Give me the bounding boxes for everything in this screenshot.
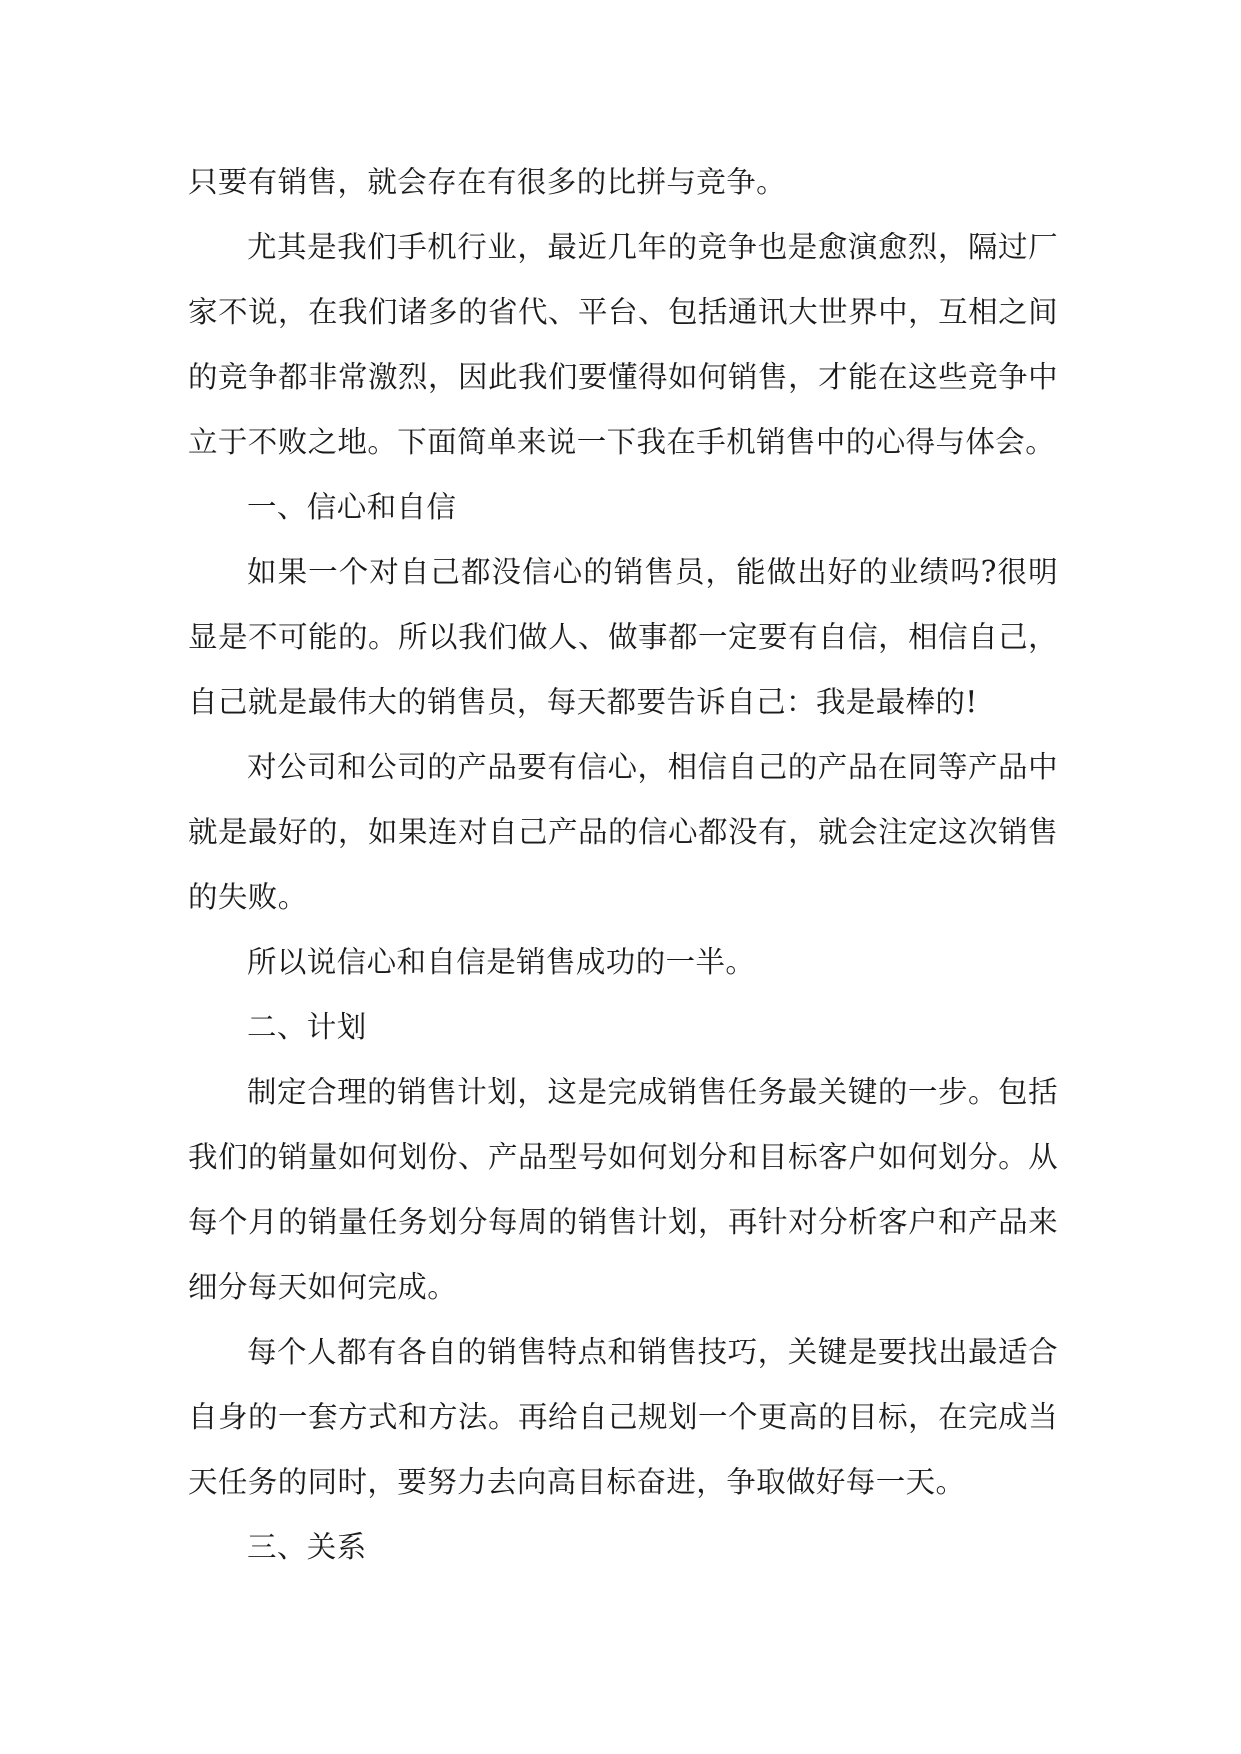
document-body bbox=[188, 150, 1058, 1580]
paragraph-self-confidence: 如果一个对自己都没信心的销售员，能做出好的业绩吗?很明显是不可能的。所以我们做人、做事都一定要有自信，相信自己，自己就是最伟大的销售员，每天都要告诉自己：我是最棒的! bbox=[188, 555, 1058, 719]
paragraph-sales-plan: 制定合理的销售计划，这是完成销售任务最关键的一步。包括我们的销量如何划份、产品型号如何划分和目标客户如何划分。从每个月的销量任务划分每周的销售计划，再针对分析客户和产品来细分每天如何完成。 bbox=[188, 1075, 1058, 1304]
paragraph-sales-skills: 每个人都有各自的销售特点和销售技巧，关键是要找出最适合自身的一套方式和方法。再给自己规划一个更高的目标，在完成当天任务的同时，要努力去向高目标奋进，争取做好每一天。 bbox=[188, 1335, 1058, 1499]
section-heading-relationship: 三、关系 bbox=[247, 1530, 367, 1564]
section-heading-plan: 二、计划 bbox=[247, 1010, 367, 1044]
paragraph-intro: 只要有销售，就会存在有很多的比拼与竞争。 bbox=[188, 165, 787, 199]
paragraph-product-confidence: 对公司和公司的产品要有信心，相信自己的产品在同等产品中就是最好的，如果连对自己产品的信心都没有，就会注定这次销售的失败。 bbox=[188, 750, 1058, 914]
paragraph-competition: 尤其是我们手机行业，最近几年的竞争也是愈演愈烈，隔过厂家不说，在我们诸多的省代、平台、包括通讯大世界中，互相之间的竞争都非常激烈，因此我们要懂得如何销售，才能在这些竞争中立于不败之地。下面简单来说一下我在手机销售中的心得与体会。 bbox=[188, 230, 1058, 459]
section-heading-confidence: 一、信心和自信 bbox=[247, 490, 457, 524]
paragraph-confidence-summary: 所以说信心和自信是销售成功的一半。 bbox=[247, 945, 756, 979]
